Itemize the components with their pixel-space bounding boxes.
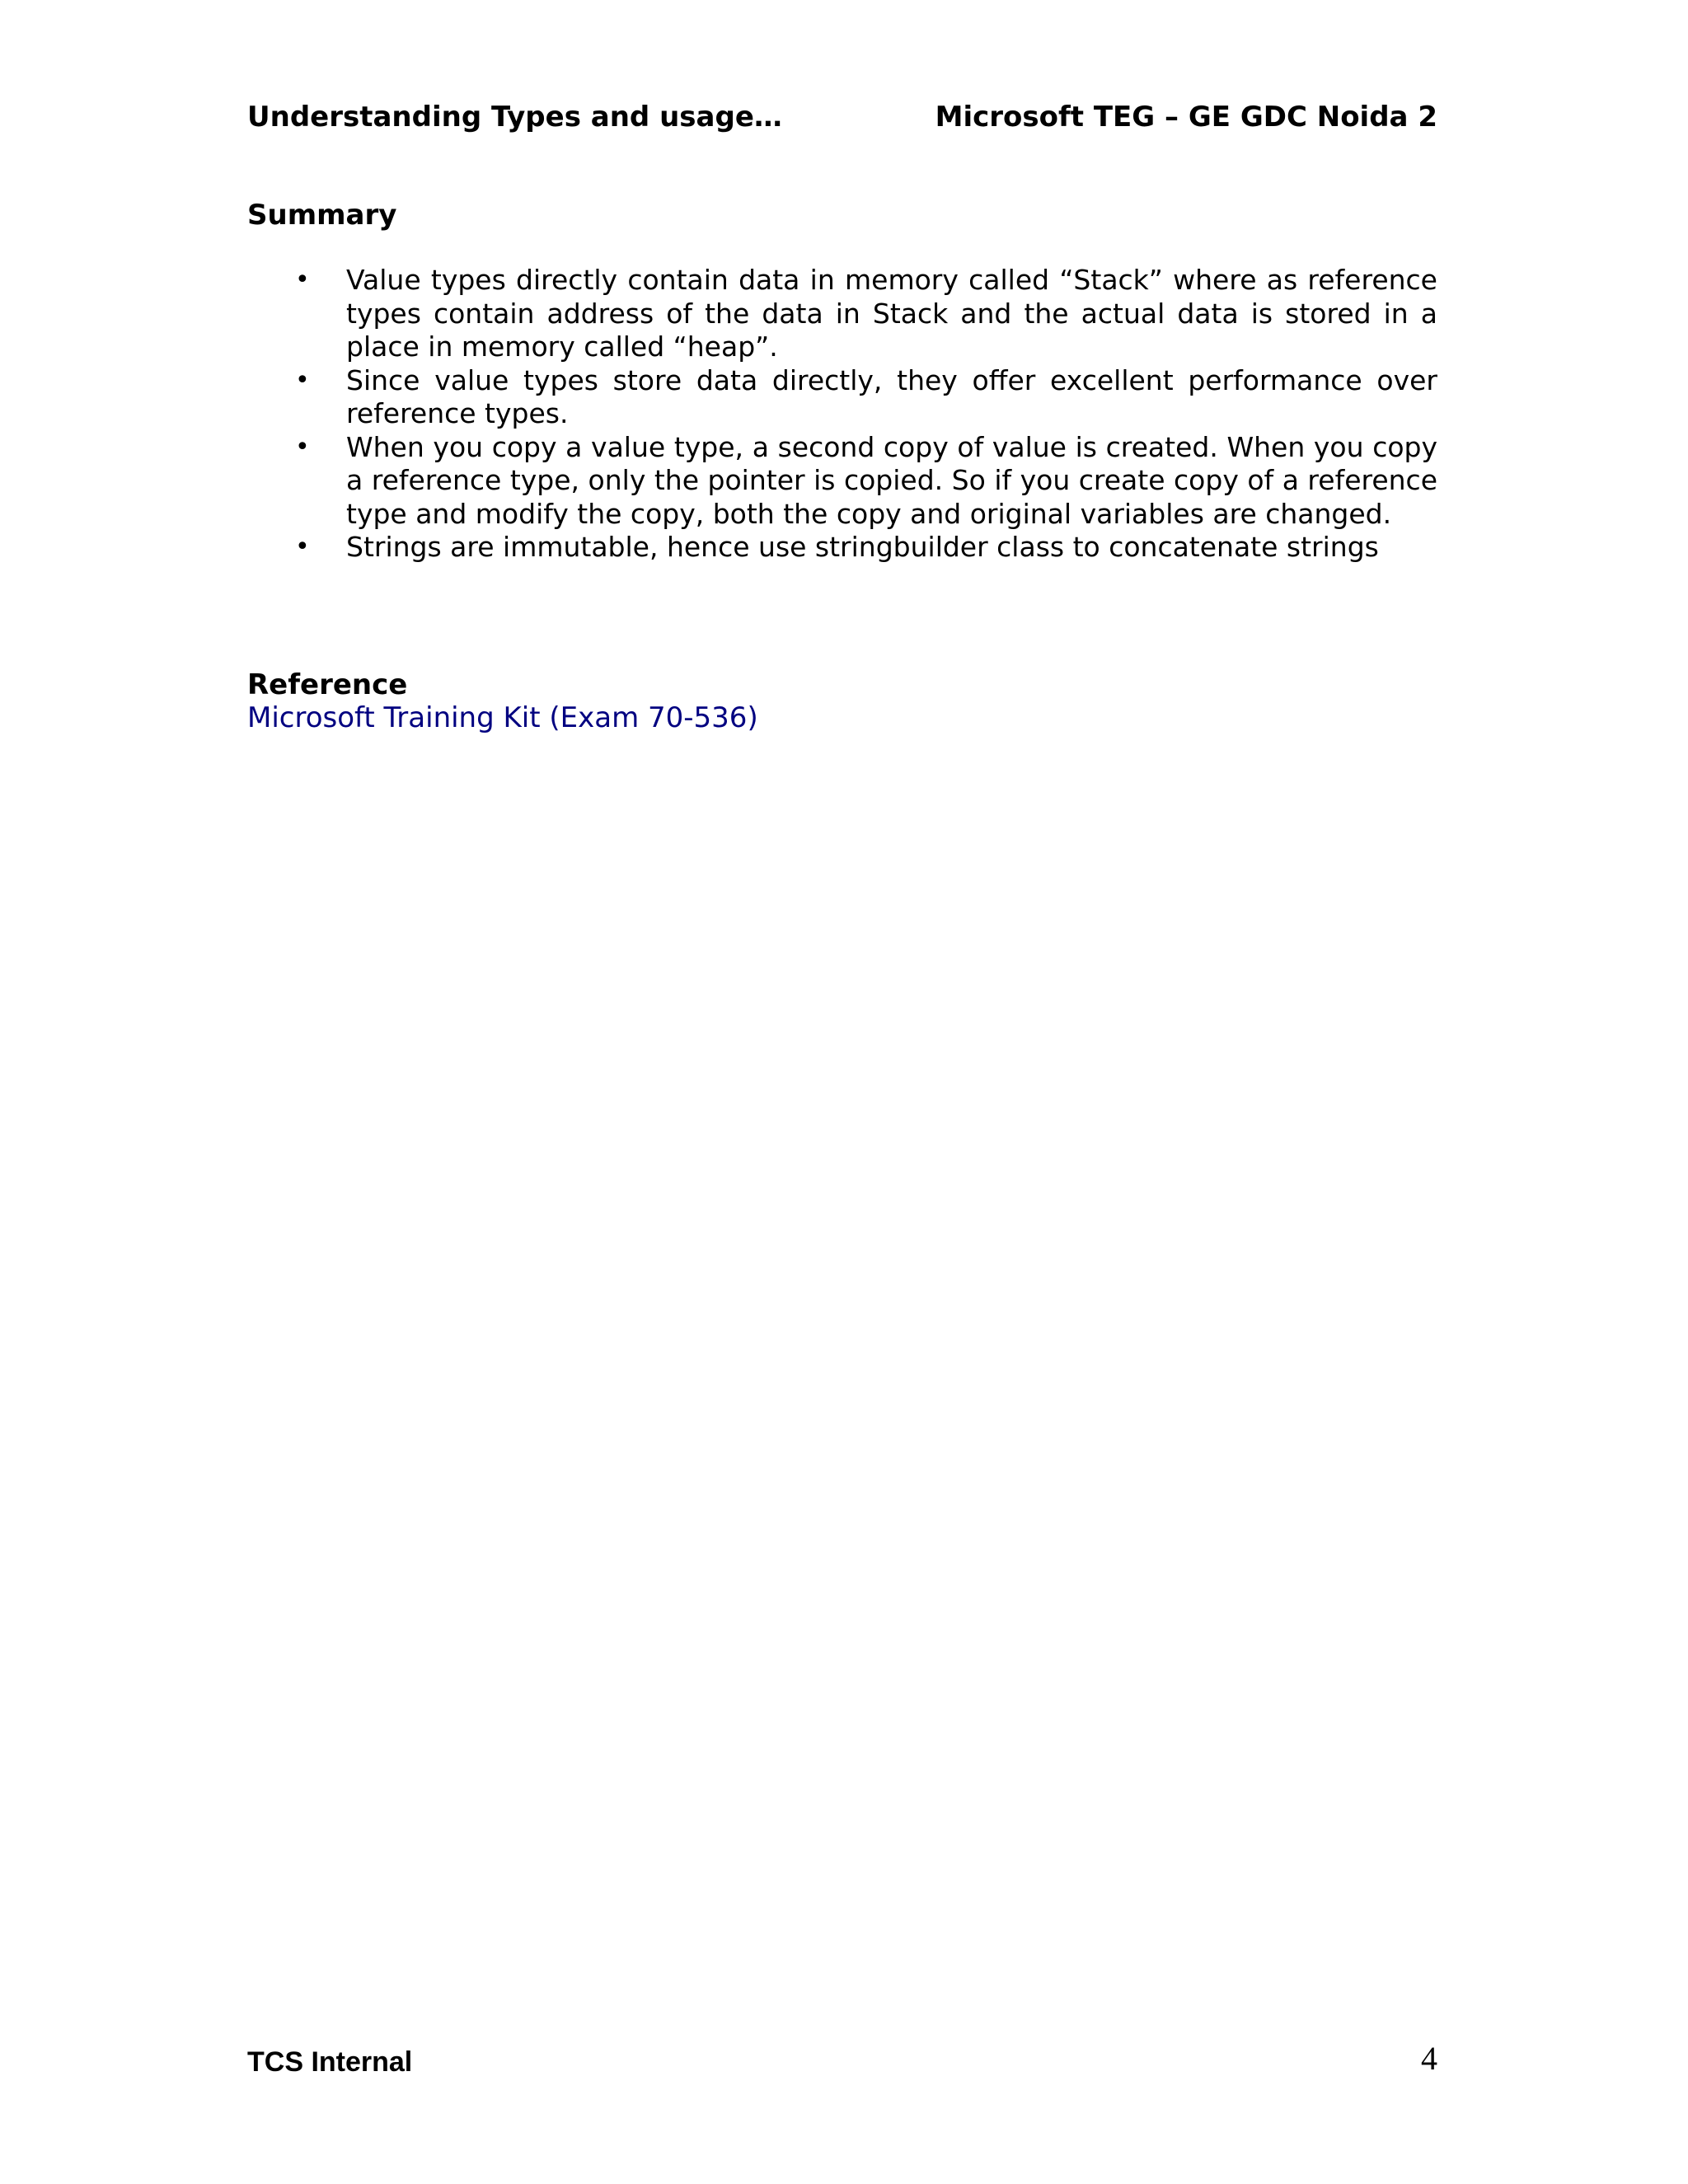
- header-left-title: Understanding Types and usage…: [247, 101, 782, 134]
- bullet-icon: •: [295, 532, 310, 561]
- bullet-icon: •: [295, 365, 310, 395]
- list-item-text: Value types directly contain data in memory called “Stack” where as reference types contain address of the data in Stack and the actual data is stored in a place in memory called “heap”.: [346, 264, 1437, 363]
- header-right-title: Microsoft TEG – GE GDC Noida 2: [935, 101, 1437, 134]
- footer-classification: TCS Internal: [247, 2046, 413, 2078]
- summary-heading: Summary: [247, 199, 397, 232]
- list-item-text: Strings are immutable, hence use stringbuilder class to concatenate strings: [346, 531, 1379, 563]
- list-item: [247, 264, 1437, 364]
- summary-list: [247, 264, 1437, 565]
- bullet-icon: •: [295, 265, 310, 294]
- list-item-text: Since value types store data directly, they offer excellent performance over reference types.: [346, 363, 1437, 429]
- page-header: [247, 96, 1437, 138]
- list-item: [247, 531, 1437, 565]
- list-item: [247, 431, 1437, 532]
- bullet-icon: •: [295, 432, 310, 462]
- reference-link[interactable]: Microsoft Training Kit (Exam 70-536): [247, 701, 758, 734]
- page-number: 4: [1421, 2040, 1437, 2077]
- reference-heading: Reference: [247, 668, 408, 701]
- list-item: [247, 364, 1437, 431]
- list-item-text: When you copy a value type, a second copy of value is created. When you copy a reference type, only the pointer is copied. So if you create copy of a reference type and modify the copy, both the copy and original variables are changed.: [346, 430, 1437, 530]
